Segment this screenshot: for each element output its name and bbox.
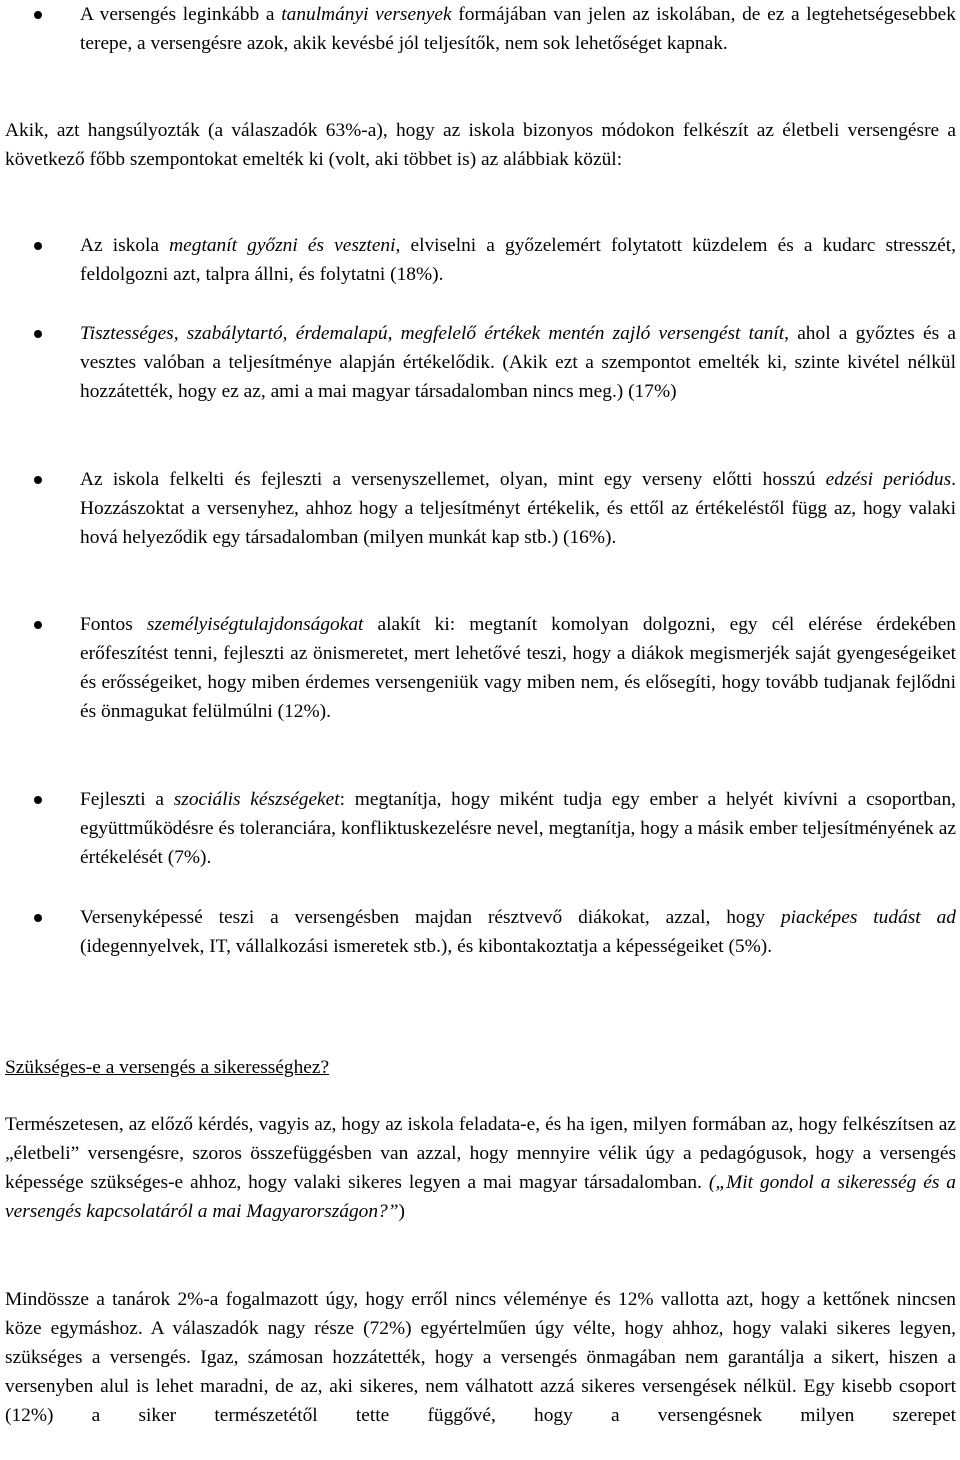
text-run: Az iskola felkelti és fejleszti a versenyszellemet, olyan, mint egy verseny előtti hosszú (80, 469, 826, 490)
text-run: . Hozzászoktat a versenyhez, ahhoz hogy a teljesítményt értékelik, és ettől az értékeléstől függ az, hogy valaki hová helyeződik egy társadalomban (milyen munkát kap stb.) (16%). (80, 469, 956, 548)
italic-text-run: szociális készségeket (173, 789, 340, 810)
section-heading: Szükséges-e a versengés a sikerességhez? (5, 1057, 330, 1078)
text-run: : megtanítja, hogy miként tudja egy ember a helyét kivívni a csoportban, együttműködésre és toleranciára, konfliktuskezelésre nevel, megtanítja, hogy a másik ember teljesítményének az értékelését (7%). (80, 789, 956, 868)
bullet-icon (34, 11, 42, 19)
italic-text-run: („Mit gondol a sikeresség és a versengés kapcsolatáról a mai Magyarországon?” (5, 1172, 956, 1222)
italic-text-run: megtanít győzni és veszteni (169, 235, 396, 256)
top-bullet-text (80, 0, 956, 58)
paragraph-survey-results: Mindössze a tanárok 2%-a fogalmazott úgy, hogy erről nincs véleménye és 12% vallotta azt, hogy a kettőnek nincsen köze egymáshoz. A válaszadók nagy része (72%) egyértelműen úgy vélte, hogy ahhoz, hogy valaki sikeres legyen, szükséges a versengés. Igaz, számosan hozzátették, hogy a versengés önmagában nem garantálja a sikert, hiszen a versenyben alul is lehet maradni, de az, aki sikeres, nem válhatott azzá sikeres versengések nélkül. Egy kisebb csoport (12%) a siker természetétől tette függővé, hogy a versengésnek milyen szerepet (5, 1289, 956, 1426)
italic-text-run: személyiségtulajdonságokat (146, 614, 364, 635)
italic-text-run: edzési periódus (825, 469, 952, 490)
bullet-item-personality-traits (80, 610, 956, 726)
text-run: (idegennyelvek, IT, vállalkozási ismeretek stb.), és kibontakoztatja a képességeiket (5%). (80, 936, 773, 957)
bullet-icon (34, 914, 42, 922)
bullet-item-win-lose (80, 231, 956, 289)
text-run: , elviselni a győzelemért folytatott küzdelem és a kudarc stresszét, feldolgozni azt, talpra állni, és folytatni (18%). (80, 235, 957, 285)
text-run: , ahol a győztes és a vesztes valóban a teljesítménye alapján értékelődik. (Akik ezt a szempontot emelték ki, szinte kivétel nélkül hozzátették, hogy ez az, ami a mai magyar társadalomban nincs meg.) (17%) (80, 323, 956, 402)
bullet-item-fair-competition (80, 319, 956, 406)
text-run: A versengés leginkább a (80, 4, 282, 25)
intro-paragraph: Akik, azt hangsúlyozták (a válaszadók 63%-a), hogy az iskola bizonyos módokon felkészít az életbeli versengésre a következő főbb szempontokat emelték ki (volt, aki többet is) az alábbiak közül: (5, 120, 956, 170)
paragraph-success-question (5, 1110, 956, 1226)
text-run: Természetesen, az előző kérdés, vagyis az, hogy az iskola feladata-e, és ha igen, milyen formában az, hogy felkészítsen az „életbeli” versengésre, szoros összefüggésben van azzal, hogy mennyire vélik úgy a pedagógusok, hogy a versengés képessége szükséges-e ahhoz, hogy valaki sikeres legyen a mai magyar társadalomban. (5, 1114, 956, 1193)
italic-text-run: Tisztességes, szabálytartó, érdemalapú, megfelelő értékek mentén zajló versengést tanít (80, 323, 785, 344)
bullet-item-competitive-spirit (80, 465, 956, 552)
text-run: Versenyképessé teszi a versengésben majdan résztvevő diákokat, azzal, hogy (80, 907, 781, 928)
text-run: Fejleszti a (80, 789, 174, 810)
text-run: alakít ki: megtanít komolyan dolgozni, egy cél elérése érdekében erőfeszítést tenni, fejleszti az önismeretet, mert lehetővé teszi, hogy a diákok megismerjék saját gyengeségeiket és erősségeiket, hogy miben érdemes versengeniük vagy miben nem, és elősegíti, hogy tovább tudjanak fejlődni és önmagukat felülmúlni (12%). (80, 614, 956, 722)
bullet-icon (34, 476, 42, 484)
bullet-icon (34, 330, 42, 338)
italic-text-run: piacképes tudást ad (780, 907, 956, 928)
bullet-icon (34, 621, 42, 629)
italic-text-run: tanulmányi versenyek (281, 4, 452, 25)
text-run: Fontos (80, 614, 147, 635)
text-run: formájában van jelen az iskolában, de ez a legtehetségesebbek terepe, a versengésre azok, akik kevésbé jól teljesítők, nem sok lehetőséget kapnak. (80, 4, 956, 54)
bullet-item-competitiveness (80, 903, 956, 961)
text-run: ) (398, 1201, 405, 1222)
bullet-icon (34, 242, 42, 250)
bullet-item-social-skills (80, 785, 956, 872)
bullet-icon (34, 796, 42, 804)
text-run: Az iskola (80, 235, 170, 256)
